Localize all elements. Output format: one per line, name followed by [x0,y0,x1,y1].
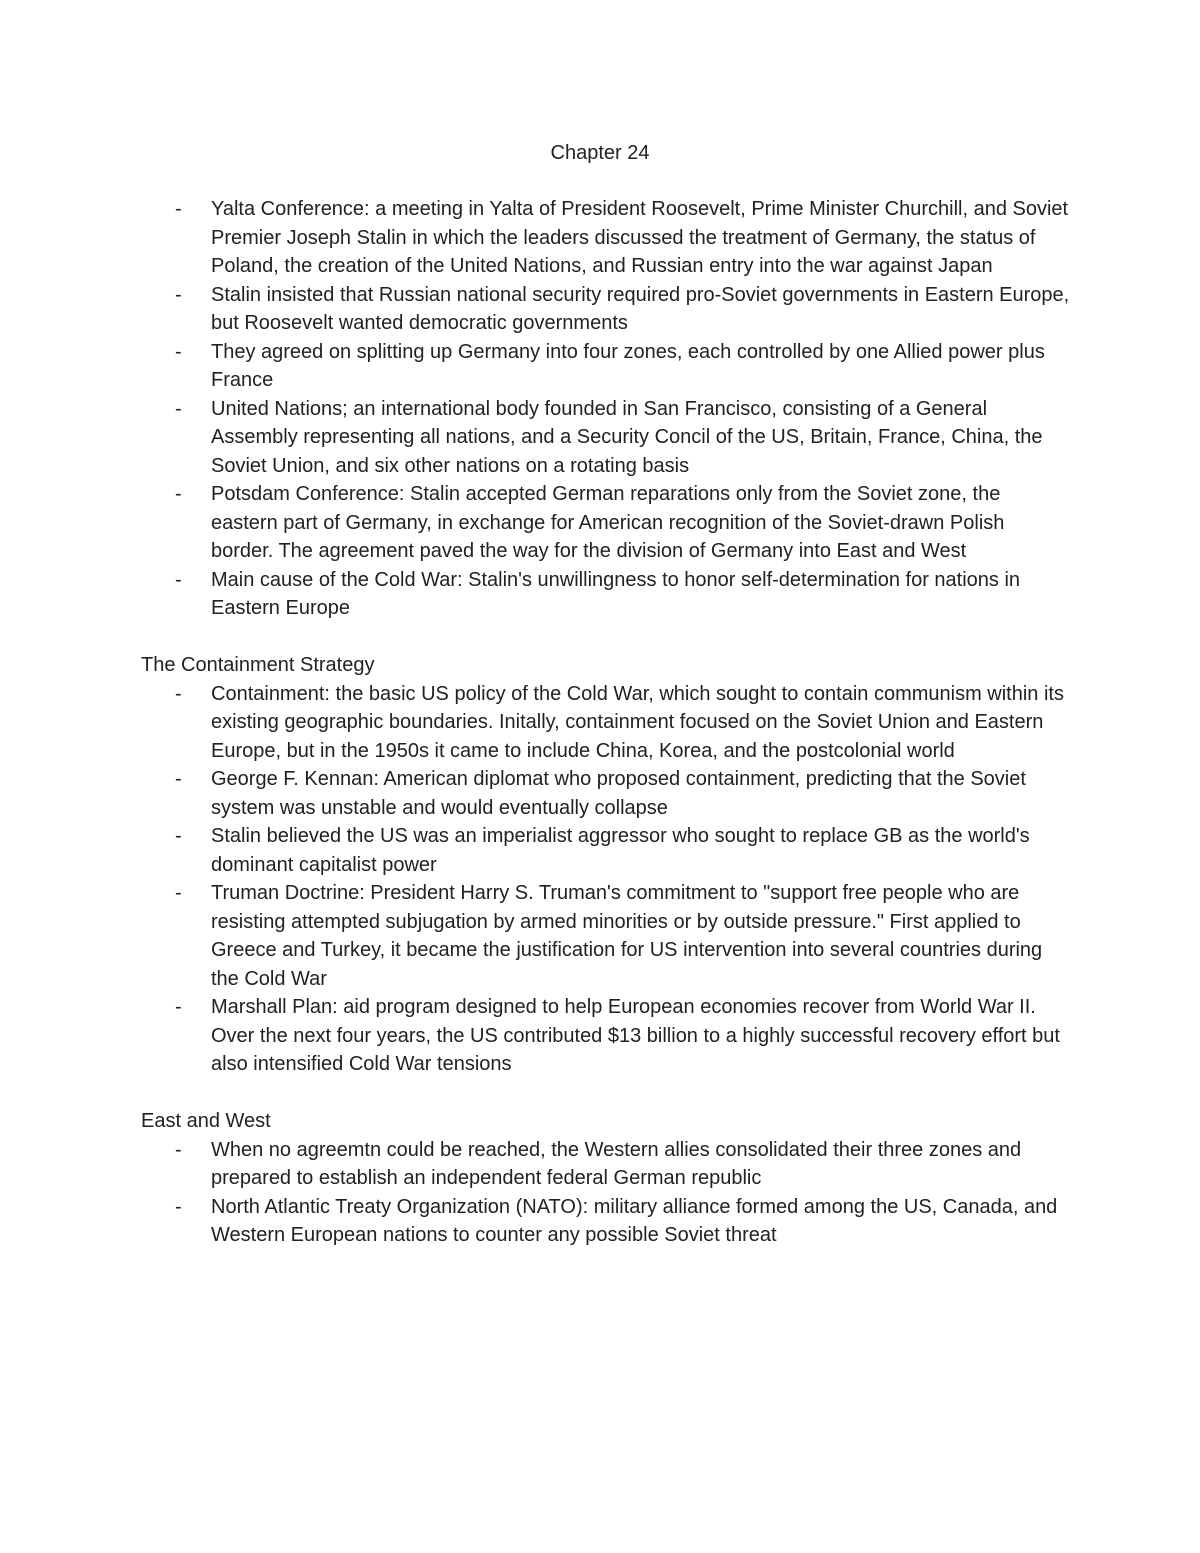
list-item [141,566,1071,623]
list-item [141,395,1071,481]
containment-bullet-list [141,680,1071,1079]
list-item [141,765,1071,822]
east-west-bullet-list [141,1136,1071,1250]
list-item [141,680,1071,766]
bullet-text: Stalin insisted that Russian national security required pro-Soviet governments in Eastern Europe, but Roosevelt wanted democratic governments [211,283,1070,334]
bullet-text: Yalta Conference: a meeting in Yalta of President Roosevelt, Prime Minister Churchill, and Soviet Premier Joseph Stalin in which the leaders discussed the treatment of Germany, the status of Poland, the creation of the United Nations, and Russian entry into the war against Japan [211,198,1069,277]
bullet-text: Stalin believed the US was an imperialist aggressor who sought to replace GB as the world's dominant capitalist power [211,825,1030,876]
paragraph-spacer [141,623,1071,652]
bullet-marker: - [175,340,182,363]
list-item [141,993,1071,1079]
bullet-text: George F. Kennan: American diplomat who proposed containment, predicting that the Soviet system was unstable and would eventually collapse [211,768,1026,819]
bullet-marker: - [175,996,182,1018]
bullet-text: When no agreemtn could be reached, the Western allies consolidated their three zones and prepared to establish an independent federal German republic [211,1138,1022,1189]
intro-bullet-list [141,195,1071,623]
page-title: Chapter 24 [550,142,650,164]
bullet-marker: - [175,1195,182,1218]
document-body [141,195,1071,1250]
list-item [141,1193,1071,1250]
list-item [141,879,1071,993]
bullet-text: Main cause of the Cold War: Stalin's unwillingness to honor self-determination for nations in Eastern Europe [211,568,1021,619]
bullet-marker: - [175,198,182,220]
bullet-text: Potsdam Conference: Stalin accepted German reparations only from the Soviet zone, the eastern part of Germany, in exchange for American recognition of the Soviet-drawn Polish border. The agreement paved the way for the division of Germany into East and West [211,483,1005,562]
bullet-text: They agreed on splitting up Germany into four zones, each controlled by one Allied power plus France [211,340,1045,391]
list-item [141,195,1071,281]
bullet-marker: - [175,483,182,505]
bullet-text: North Atlantic Treaty Organization (NATO): military alliance formed among the US, Canada, and Western European nations to counter any possible Soviet threat [211,1195,1058,1246]
bullet-text: Containment: the basic US policy of the Cold War, which sought to contain communism within its existing geographic boundaries. Initally, containment focused on the Soviet Union and Eastern Europe, but in the 1950s it came to include China, Korea, and the postcolonial world [211,682,1064,762]
list-item [141,281,1071,338]
bullet-marker: - [175,568,182,591]
bullet-marker: - [175,1138,182,1161]
bullet-text: Marshall Plan: aid program designed to help European economies recover from World War II. Over the next four years, the US contributed $13 billion to a highly successful recovery effort but also intensified Cold War tensions [211,996,1060,1075]
bullet-marker: - [175,882,182,904]
bullet-marker: - [175,825,182,847]
list-item [141,1136,1071,1193]
bullet-marker: - [175,283,182,306]
bullet-marker: - [175,768,182,790]
list-item [141,338,1071,395]
list-item [141,822,1071,879]
bullet-marker: - [175,397,182,420]
bullet-marker: - [175,682,182,705]
section-heading-east-and-west: East and West [141,1110,271,1132]
list-item [141,480,1071,566]
bullet-text: United Nations; an international body founded in San Francisco, consisting of a General Assembly representing all nations, and a Security Concil of the US, Britain, France, China, the Soviet Union, and six other nations on a rotating basis [211,397,1043,477]
paragraph-spacer [141,1079,1071,1108]
bullet-text: Truman Doctrine: President Harry S. Truman's commitment to "support free people who are resisting attempted subjugation by armed minorities or by outside pressure." First applied to Greece and Turkey, it became the justification for US intervention into several countries during the Cold War [211,882,1043,990]
section-heading-containment-strategy: The Containment Strategy [141,654,375,676]
